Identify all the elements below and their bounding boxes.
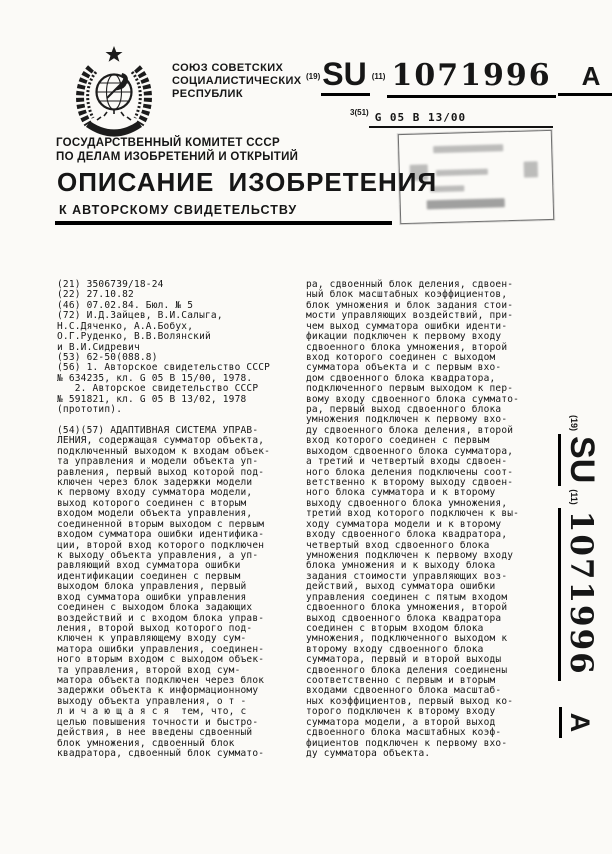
document-title: ОПИСАНИЕ ИЗОБРЕТЕНИЯ: [57, 167, 438, 197]
side-kind-code: A: [559, 707, 595, 739]
country-code: SU: [321, 56, 369, 96]
committee-name: [56, 137, 298, 164]
side-doc-number: 1071996: [558, 508, 599, 681]
side-document-id: [555, 412, 601, 804]
body-right-column: ра, сдвоенный блок деления, сдвоен- ный блок масштабных коэффициентов, блок умножения и блок задания стои- мости управляющих воздействий, при- чем выход сумматора ошибки иденти- фикации подключен к первому входу сдвоенного блока умножения, второй вход которого соединен с выходом сумматора объекта и с первым вхо- дом сдвоенного блока квадратора, подключенного первым выходом к пер- вому входу сдвоенного блока суммато- ра, первый выход сдвоенного блока умножения подключен к первому вхо- ду сдвоенного блока деления, второй вход которого соединен с первым выходом сдвоенного блока сумматора, а третий и четвертый входы сдвоен- ного блока деления подключены соот- ветственно к второму выходу сдвоен- ного блока сумматора и к второму выходу сдвоенного блока умножения, третий вход которого подключен к вы- ходу сумматора модели и к второму входу сдвоенного блока квадратора, четвертый вход сдвоенного блока умножения подключен к первому входу блока умножения и к выходу блока задания стоимости управляющих воз- действий, выход сумматора ошибки управления соединен с пятым входом сдвоенного блока умножения, второй выход сдвоенного блока квадратора соединен с вторым входом блока умножения, подключенного выходом к второму входу сдвоенного блока сумматора, первый и второй выходы сдвоенного блока деления соединены соответственно с первым и вторым входами сдвоенного блока масштаб- ных коэффициентов, первый выход ко- торого подключен к второму входу сумматора модели, а второй выход сдвоенного блока масштабных коэф- фициентов подключен к первому вхо- ду сумматора объекта.: [306, 279, 520, 759]
document-subtitle: К АВТОРСКОМУ СВИДЕТЕЛЬСТВУ: [59, 203, 298, 217]
country-code-label: (19): [306, 72, 321, 81]
ipc-edition-label: 3(51): [350, 108, 369, 117]
ipc-class: G 05 B 13/00: [369, 111, 553, 128]
side-doc-number-label: (11): [569, 489, 579, 505]
document-id: [306, 56, 612, 93]
union-name-line1: СОЮЗ СОВЕТСКИХ: [172, 62, 284, 74]
title-rule: [55, 221, 392, 225]
doc-number-label: (11): [371, 72, 386, 81]
stamp-illegible-line: [427, 198, 505, 209]
union-name: [172, 62, 302, 101]
stamp-illegible-mark: [524, 161, 538, 177]
doc-number: 1071996: [387, 58, 555, 98]
union-name-line3: РЕСПУБЛИК: [172, 88, 243, 100]
ipc-classification: [350, 106, 553, 128]
side-country-code: SU: [558, 434, 601, 486]
committee-line1: ГОСУДАРСТВЕННЫЙ КОМИТЕТ СССР: [56, 137, 280, 149]
kind-code: A: [558, 61, 612, 96]
ussr-coat-of-arms-icon: [66, 44, 162, 148]
union-name-line2: СОЦИАЛИСТИЧЕСКИХ: [172, 75, 302, 87]
body-left-column: (21) 3506739/18-24 (22) 27.10.82 (46) 07.02.84. Бюл. № 5 (72) И.Д.Зайцев, В.И.Салыга, Н.С.Дяченко, А.А.Бобух, О.Г.Руденко, В.В.Волянский и В.И.Сидревич (53) 62-50(088.8) (56) 1. Авторское свидетельство СССР № 634235, кл. G 05 B 15/00, 1978. 2. Авторское свидетельство СССР № 591821, кл. G 05 B 13/02, 1978 (прототип). (54)(57) АДАПТИВНАЯ СИСТЕМА УПРАВ- ЛЕНИЯ, содержащая сумматор объекта, подключенный выходом к входам объек- та управления и модели объекта уп- равления, первый выход которой под- ключен через блок задержки модели к первому входу сумматора модели, выход которого соединен с вторым входом модели объекта управления, соединенной вторым выходом с первым входом сумматора ошибки идентифика- ции, второй вход которого подключен к выходу объекта управления, а уп- равляющий вход сумматора ошибки идентификации соединен с первым выходом блока управления, первый вход сумматора ошибки управления соединен с выходом блока задающих воздействий и с входом блока управ- ления, второй выход которого под- ключен к управляющему входу сум- матора ошибки управления, соединен- ного вторым входом с выходом объек- та управления, второй вход сум- матора объекта подключен через блок задержки объекта к информационному выходу объекта управления, о т - л и ч а ю щ а я с я тем, что, с целью повышения точности и быстро- действия, в нее введены сдвоенный блок умножения, сдвоенный блок квадратора, сдвоенный блок суммато-: [57, 279, 271, 759]
stamp-illegible-line: [433, 144, 503, 153]
committee-line2: ПО ДЕЛАМ ИЗОБРЕТЕНИЙ И ОТКРЫТИЙ: [56, 150, 299, 163]
stamp-illegible-line: [436, 169, 488, 176]
side-country-code-label: (19): [569, 415, 579, 432]
